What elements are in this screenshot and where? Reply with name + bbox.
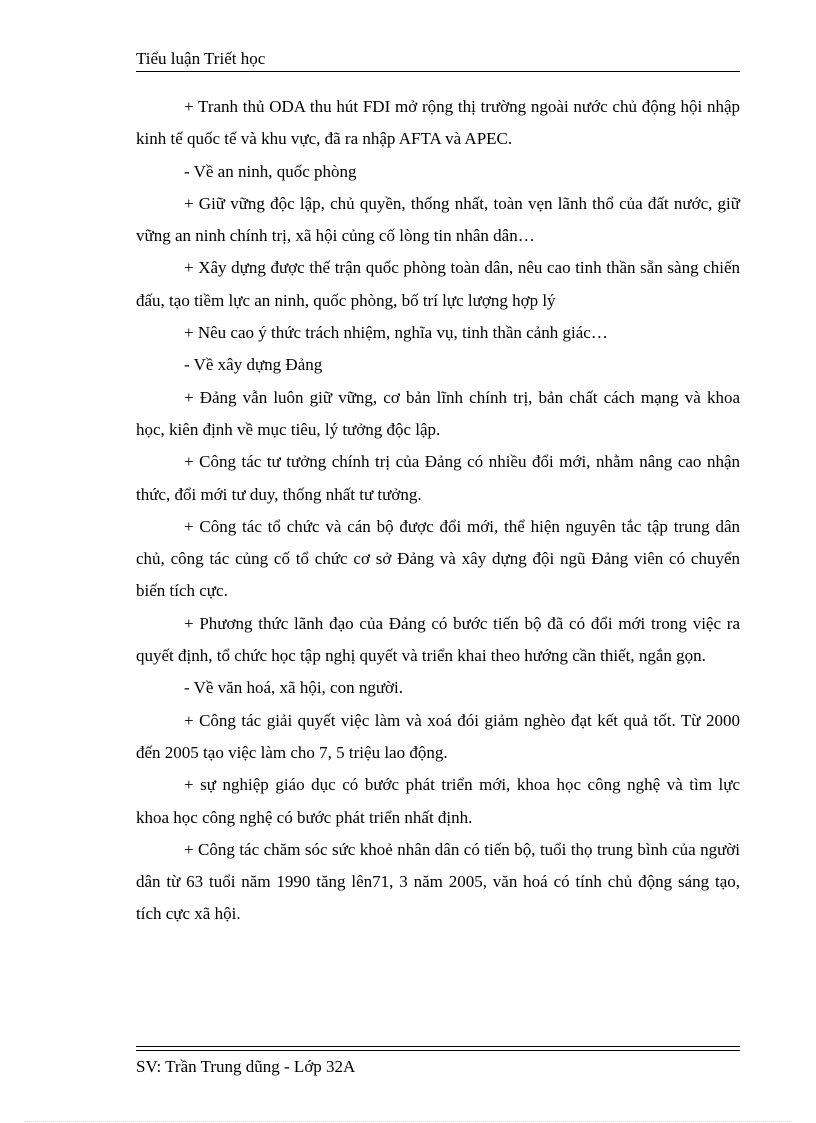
footer-student-info: SV: Trần Trung dũng - Lớp 32A <box>136 1057 356 1076</box>
page-header <box>136 48 740 74</box>
paragraph-organization-cadres: + Công tác tổ chức và cán bộ được đổi mới, thể hiện nguyên tắc tập trung dân chủ, công tác củng cố tổ chức cơ sở Đảng và xây dựng đội ngũ Đảng viên có chuyển biến tích cực. <box>136 516 740 601</box>
paragraph-leadership-method: + Phương thức lãnh đạo của Đảng có bước tiến bộ đã có đổi mới trong việc ra quyết định, tổ chức học tập nghị quyết và triển khai theo hướng cần thiết, ngắn gọn. <box>136 613 740 666</box>
page-bottom-edge <box>24 1121 792 1122</box>
document-body <box>136 91 740 931</box>
footer-rule-top <box>136 1046 740 1047</box>
heading-security-defense: - Về an ninh, quốc phòng <box>184 161 357 181</box>
heading-culture-society: - Về văn hoá, xã hội, con người. <box>184 678 404 698</box>
paragraph-employment: + Công tác giải quyết việc làm và xoá đói giảm nghèo đạt kết quả tốt. Từ 2000 đến 2005 tạo việc làm cho 7, 5 triệu lao động. <box>136 710 740 762</box>
header-rule <box>136 71 740 72</box>
footer-rule-bottom <box>136 1050 740 1051</box>
paragraph-education: + sự nghiệp giáo dục có bước phát triển mới, khoa học công nghệ và tìm lực khoa học công nghệ có bước phát triển nhất định. <box>136 775 740 827</box>
paragraph-political-ideology: + Công tác tư tưởng chính trị của Đảng có nhiều đổi mới, nhằm nâng cao nhận thức, đổi mới tư duy, thống nhất tư tưởng. <box>136 452 740 504</box>
paragraph-national-defense: + Xây dựng được thế trận quốc phòng toàn dân, nêu cao tinh thần sẵn sàng chiến đấu, tạo tiềm lực an ninh, quốc phòng, bố trí lực lượng hợp lý <box>136 258 740 310</box>
paragraph-responsibility: + Nêu cao ý thức trách nhiệm, nghĩa vụ, tinh thần cảnh giác… <box>184 323 608 343</box>
header-title: Tiểu luận Triết học <box>136 49 266 68</box>
paragraph-healthcare: + Công tác chăm sóc sức khoẻ nhân dân có tiến bộ, tuổi thọ trung bình của người dân từ 63 tuổi năm 1990 tăng lên71, 3 năm 2005, văn hoá có tính chủ động sáng tạo, tích cực xã hội. <box>136 839 740 924</box>
heading-party-building: - Về xây dựng Đảng <box>184 355 323 375</box>
paragraph-party-steadfast: + Đảng vẫn luôn giữ vững, cơ bản lĩnh chính trị, bản chất cách mạng và khoa học, kiên định về mục tiêu, lý tưởng độc lập. <box>136 387 740 439</box>
page-footer <box>136 1046 740 1086</box>
paragraph-independence: + Giữ vững độc lập, chủ quyền, thống nhất, toàn vẹn lãnh thổ của đất nước, giữ vững an ninh chính trị, xã hội củng cố lòng tin nhân dân… <box>136 193 740 246</box>
paragraph-oda-fdi: + Tranh thủ ODA thu hút FDI mở rộng thị trường ngoài nước chủ động hội nhập kinh tế quốc tế và khu vực, đã ra nhập AFTA và APEC. <box>136 97 740 149</box>
